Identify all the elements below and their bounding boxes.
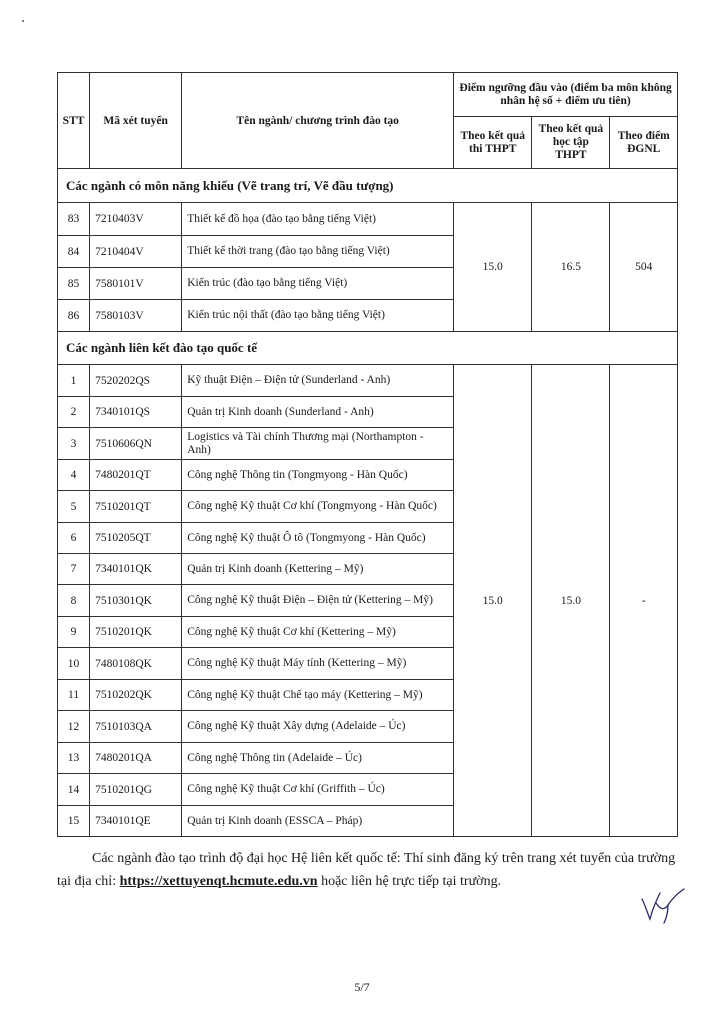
row-code: 7340101QS	[90, 397, 182, 428]
row-code: 7520202QS	[90, 365, 182, 397]
row-stt: 9	[58, 617, 90, 648]
row-code: 7580103V	[90, 300, 182, 332]
row-stt: 83	[58, 203, 90, 236]
section-title: Các ngành liên kết đào tạo quốc tế	[58, 332, 678, 365]
row-code: 7510201QK	[90, 617, 182, 648]
row-name: Kiến trúc nội thất (đào tạo bằng tiếng Việt)	[182, 300, 454, 332]
header-name: Tên ngành/ chương trình đào tạo	[182, 73, 454, 169]
row-name: Công nghệ Kỹ thuật Ô tô (Tongmyong - Hàn Quốc)	[182, 523, 454, 554]
row-stt: 7	[58, 554, 90, 585]
row-name: Công nghệ Kỹ thuật Máy tính (Kettering – Mỹ)	[182, 648, 454, 680]
row-stt: 3	[58, 428, 90, 460]
row-code: 7510301QK	[90, 585, 182, 617]
row-stt: 84	[58, 236, 90, 268]
row-stt: 85	[58, 268, 90, 300]
row-name: Thiết kế đồ họa (đào tạo bằng tiếng Việt)	[182, 203, 454, 236]
row-stt: 8	[58, 585, 90, 617]
row-name: Logistics và Tài chính Thương mại (Northampton - Anh)	[182, 428, 454, 460]
page-number: 5/7	[354, 980, 370, 994]
row-stt: 10	[58, 648, 90, 680]
row-name: Thiết kế thời trang (đào tạo bằng tiếng Việt)	[182, 236, 454, 268]
row-code: 7510205QT	[90, 523, 182, 554]
row-stt: 4	[58, 460, 90, 491]
row-stt: 2	[58, 397, 90, 428]
row-stt: 5	[58, 491, 90, 523]
score-dgnl: 504	[610, 203, 678, 332]
row-code: 7510606QN	[90, 428, 182, 460]
row-name: Công nghệ Kỹ thuật Cơ khí (Griffith – Úc)	[182, 774, 454, 806]
admission-portal-link[interactable]: https://xettuyenqt.hcmute.edu.vn	[119, 874, 318, 889]
row-stt: 86	[58, 300, 90, 332]
row-code: 7480108QK	[90, 648, 182, 680]
row-stt: 6	[58, 523, 90, 554]
row-name: Kiến trúc (đào tạo bằng tiếng Việt)	[182, 268, 454, 300]
row-name: Công nghệ Kỹ thuật Điện – Điện tử (Kettering – Mỹ)	[182, 585, 454, 617]
row-code: 7210403V	[90, 203, 182, 236]
row-stt: 15	[58, 806, 90, 837]
header-col-c: Theo điểm ĐGNL	[610, 117, 678, 169]
row-stt: 14	[58, 774, 90, 806]
row-stt: 11	[58, 680, 90, 711]
row-stt: 12	[58, 711, 90, 743]
row-code: 7580101V	[90, 268, 182, 300]
row-code: 7340101QE	[90, 806, 182, 837]
section-title: Các ngành có môn năng khiếu (Vẽ trang trí, Vẽ đầu tượng)	[58, 169, 678, 203]
header-stt: STT	[58, 73, 90, 169]
row-code: 7210404V	[90, 236, 182, 268]
scan-speck	[22, 20, 24, 22]
row-name: Công nghệ Kỹ thuật Chế tạo máy (Kettering – Mỹ)	[182, 680, 454, 711]
row-code: 7510103QA	[90, 711, 182, 743]
section-header-row	[58, 332, 678, 365]
table-row	[58, 203, 678, 236]
row-code: 7510202QK	[90, 680, 182, 711]
note-text-before: Các ngành đào tạo trình độ đại học Hệ liên kết quốc tế: Thí sinh đăng ký trên trang xét tuyển của trường tại địa chỉ:	[57, 851, 676, 889]
note-text-after: hoặc liên hệ trực tiếp tại trường.	[317, 874, 502, 889]
admission-threshold-table	[57, 72, 678, 837]
note-paragraph	[57, 847, 682, 893]
score-thpt-record: 15.0	[532, 365, 610, 837]
row-code: 7510201QT	[90, 491, 182, 523]
row-code: 7480201QT	[90, 460, 182, 491]
score-thpt-exam: 15.0	[454, 365, 532, 837]
row-code: 7480201QA	[90, 743, 182, 774]
header-threshold: Điểm ngưỡng đầu vào (điểm ba môn không nhân hệ số + điểm ưu tiên)	[454, 73, 678, 117]
table-body	[58, 169, 678, 837]
row-name: Công nghệ Thông tin (Tongmyong - Hàn Quốc)	[182, 460, 454, 491]
score-thpt-exam: 15.0	[454, 203, 532, 332]
row-name: Công nghệ Kỹ thuật Xây dựng (Adelaide – Úc)	[182, 711, 454, 743]
row-name: Quản trị Kinh doanh (Kettering – Mỹ)	[182, 554, 454, 585]
row-name: Công nghệ Kỹ thuật Cơ khí (Tongmyong - Hàn Quốc)	[182, 491, 454, 523]
row-name: Công nghệ Kỹ thuật Cơ khí (Kettering – Mỹ)	[182, 617, 454, 648]
section-header-row	[58, 169, 678, 203]
row-code: 7340101QK	[90, 554, 182, 585]
signature-mark	[638, 885, 688, 925]
score-dgnl: -	[610, 365, 678, 837]
row-name: Quản trị Kinh doanh (ESSCA – Pháp)	[182, 806, 454, 837]
header-code: Mã xét tuyển	[90, 73, 182, 169]
row-name: Quản trị Kinh doanh (Sunderland - Anh)	[182, 397, 454, 428]
row-code: 7510201QG	[90, 774, 182, 806]
header-col-a: Theo kết quả thi THPT	[454, 117, 532, 169]
row-name: Kỹ thuật Điện – Điện tử (Sunderland - Anh)	[182, 365, 454, 397]
table-row	[58, 365, 678, 397]
score-thpt-record: 16.5	[532, 203, 610, 332]
row-name: Công nghệ Thông tin (Adelaide – Úc)	[182, 743, 454, 774]
row-stt: 13	[58, 743, 90, 774]
row-stt: 1	[58, 365, 90, 397]
header-col-b: Theo kết quả học tập THPT	[532, 117, 610, 169]
